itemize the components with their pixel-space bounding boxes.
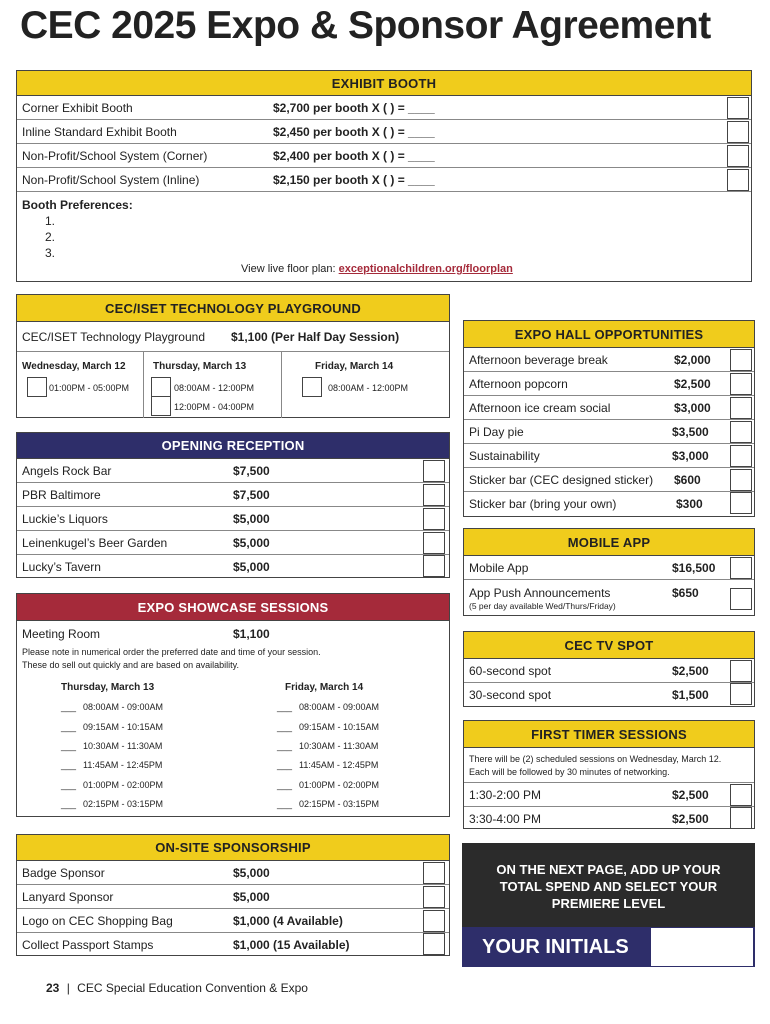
mobile-app-header: MOBILE APP bbox=[464, 529, 754, 556]
tv-spot-label: 30-second spot bbox=[469, 688, 552, 702]
first-timer-price: $2,500 bbox=[672, 812, 709, 826]
initials-input[interactable] bbox=[651, 928, 753, 966]
booth-price: $2,700 per booth X ( ) = ____ bbox=[273, 101, 435, 115]
booth-row bbox=[17, 96, 751, 120]
reception-label: Lucky’s Tavern bbox=[22, 560, 101, 574]
showcase-label: Meeting Room bbox=[22, 627, 101, 641]
reception-checkbox[interactable] bbox=[423, 555, 445, 577]
push-checkbox[interactable] bbox=[730, 588, 752, 610]
showcase-header: EXPO SHOWCASE SESSIONS bbox=[17, 594, 449, 621]
playground-slot-time: 12:00PM - 04:00PM bbox=[174, 402, 255, 412]
session-time: 08:00AM - 09:00AM bbox=[299, 702, 380, 712]
onsite-label: Collect Passport Stamps bbox=[22, 938, 154, 952]
first-timer-header: FIRST TIMER SESSIONS bbox=[464, 721, 754, 748]
expo-hall-checkbox[interactable] bbox=[730, 397, 752, 419]
floorplan-link[interactable]: exceptionalchildren.org/floorplan bbox=[338, 263, 513, 275]
playground-slot-checkbox[interactable] bbox=[151, 377, 171, 397]
reception-section bbox=[16, 432, 450, 578]
booth-price: $2,450 per booth X ( ) = ____ bbox=[273, 125, 435, 139]
expo-hall-label: Sticker bar (bring your own) bbox=[469, 497, 617, 511]
first-timer-note-2: Each will be followed by 30 minutes of networking. bbox=[469, 767, 670, 777]
reception-price: $5,000 bbox=[233, 560, 270, 574]
tv-spot-row bbox=[464, 683, 754, 707]
onsite-price: $1,000 (15 Available) bbox=[233, 938, 350, 952]
reception-row bbox=[17, 483, 449, 507]
first-timer-price: $2,500 bbox=[672, 788, 709, 802]
playground-row bbox=[17, 322, 449, 352]
first-timer-checkbox[interactable] bbox=[730, 807, 752, 829]
reception-checkbox[interactable] bbox=[423, 508, 445, 530]
mobile-app-section bbox=[463, 528, 755, 616]
session-time: 08:00AM - 09:00AM bbox=[83, 702, 164, 712]
session-blank[interactable]: ___ bbox=[61, 760, 77, 770]
booth-pref-3[interactable]: 3. bbox=[45, 246, 56, 260]
expo-hall-price: $2,500 bbox=[674, 377, 711, 391]
expo-hall-checkbox[interactable] bbox=[730, 492, 752, 514]
booth-checkbox[interactable] bbox=[727, 169, 749, 191]
reception-row bbox=[17, 531, 449, 555]
tv-spot-row bbox=[464, 659, 754, 683]
session-blank[interactable]: ___ bbox=[61, 780, 77, 790]
first-timer-note-1: There will be (2) scheduled sessions on Wednesday, March 12. bbox=[469, 754, 722, 764]
session-blank[interactable]: ___ bbox=[277, 741, 293, 751]
onsite-price: $5,000 bbox=[233, 866, 270, 880]
expo-hall-section bbox=[463, 320, 755, 517]
booth-checkbox[interactable] bbox=[727, 145, 749, 167]
reception-price: $7,500 bbox=[233, 488, 270, 502]
onsite-label: Lanyard Sponsor bbox=[22, 890, 114, 904]
playground-slot-checkbox[interactable] bbox=[27, 377, 47, 397]
mobile-app-price: $16,500 bbox=[672, 561, 716, 575]
booth-label: Inline Standard Exhibit Booth bbox=[22, 125, 177, 139]
session-blank[interactable]: ___ bbox=[61, 722, 77, 732]
showcase-fri-label: Friday, March 14 bbox=[285, 682, 364, 693]
session-time: 09:15AM - 10:15AM bbox=[83, 722, 164, 732]
next-page-line-1: ON THE NEXT PAGE, ADD UP YOUR bbox=[496, 862, 721, 877]
showcase-note-1: Please note in numerical order the preferred date and time of your session. bbox=[22, 647, 321, 657]
session-time: 11:45AM - 12:45PM bbox=[299, 760, 379, 770]
showcase-thu-label: Thursday, March 13 bbox=[61, 682, 155, 693]
onsite-row bbox=[17, 885, 449, 909]
booth-preferences-label: Booth Preferences: bbox=[22, 198, 133, 212]
expo-hall-label: Afternoon beverage break bbox=[469, 353, 608, 367]
first-timer-row bbox=[464, 783, 754, 807]
expo-hall-checkbox[interactable] bbox=[730, 349, 752, 371]
booth-pref-1[interactable]: 1. bbox=[45, 214, 56, 228]
onsite-row bbox=[17, 909, 449, 933]
first-timer-label: 1:30-2:00 PM bbox=[469, 788, 542, 802]
booth-pref-2[interactable]: 2. bbox=[45, 230, 56, 244]
booth-label: Corner Exhibit Booth bbox=[22, 101, 133, 115]
reception-header: OPENING RECEPTION bbox=[17, 433, 449, 459]
booth-label: Non-Profit/School System (Corner) bbox=[22, 149, 208, 163]
reception-row bbox=[17, 459, 449, 483]
next-page-callout bbox=[462, 843, 755, 927]
playground-slot-time: 08:00AM - 12:00PM bbox=[328, 383, 409, 393]
showcase-price: $1,100 bbox=[233, 627, 270, 641]
onsite-price: $5,000 bbox=[233, 890, 270, 904]
onsite-row bbox=[17, 933, 449, 957]
session-time: 02:15PM - 03:15PM bbox=[299, 799, 380, 809]
onsite-label: Badge Sponsor bbox=[22, 866, 105, 880]
tv-spot-label: 60-second spot bbox=[469, 664, 552, 678]
playground-day-wed: Wednesday, March 12 bbox=[22, 361, 126, 372]
reception-label: Leinenkugel’s Beer Garden bbox=[22, 536, 168, 550]
session-time: 01:00PM - 02:00PM bbox=[299, 780, 380, 790]
reception-label: Angels Rock Bar bbox=[22, 464, 112, 478]
reception-checkbox[interactable] bbox=[423, 460, 445, 482]
expo-hall-header: EXPO HALL OPPORTUNITIES bbox=[464, 321, 754, 348]
onsite-checkbox[interactable] bbox=[423, 933, 445, 955]
push-price: $650 bbox=[672, 586, 699, 600]
session-blank[interactable]: ___ bbox=[277, 760, 293, 770]
expo-hall-row bbox=[464, 348, 754, 372]
playground-label: CEC/ISET Technology Playground bbox=[22, 330, 205, 344]
mobile-app-row bbox=[464, 556, 754, 580]
playground-col-divider bbox=[281, 352, 282, 418]
expo-hall-price: $3,000 bbox=[672, 449, 709, 463]
expo-hall-label: Sustainability bbox=[469, 449, 540, 463]
booth-checkbox[interactable] bbox=[727, 121, 749, 143]
reception-checkbox[interactable] bbox=[423, 484, 445, 506]
expo-hall-row bbox=[464, 396, 754, 420]
footer-separator: | bbox=[66, 981, 70, 995]
mobile-app-checkbox[interactable] bbox=[730, 557, 752, 579]
page-title: CEC 2025 Expo & Sponsor Agreement bbox=[20, 4, 711, 47]
push-note: (5 per day available Wed/Thurs/Friday) bbox=[469, 601, 616, 611]
floorplan-text: View live floor plan: bbox=[241, 263, 336, 275]
booth-checkbox[interactable] bbox=[727, 97, 749, 119]
first-timer-section bbox=[463, 720, 755, 829]
session-time: 01:00PM - 02:00PM bbox=[83, 780, 164, 790]
reception-price: $5,000 bbox=[233, 512, 270, 526]
onsite-checkbox[interactable] bbox=[423, 862, 445, 884]
tv-spot-checkbox[interactable] bbox=[730, 660, 752, 682]
reception-price: $7,500 bbox=[233, 464, 270, 478]
expo-hall-row bbox=[464, 444, 754, 468]
showcase-section bbox=[16, 593, 450, 817]
playground-slot-time: 08:00AM - 12:00PM bbox=[174, 383, 255, 393]
expo-hall-label: Afternoon popcorn bbox=[469, 377, 568, 391]
reception-label: Luckie’s Liquors bbox=[22, 512, 108, 526]
tv-spot-checkbox[interactable] bbox=[730, 683, 752, 705]
page-number: 23 bbox=[46, 981, 60, 995]
onsite-header: ON-SITE SPONSORSHIP bbox=[17, 835, 449, 861]
tv-spot-section bbox=[463, 631, 755, 707]
playground-price: $1,100 (Per Half Day Session) bbox=[231, 330, 400, 344]
expo-hall-label: Afternoon ice cream social bbox=[469, 401, 611, 415]
booth-label: Non-Profit/School System (Inline) bbox=[22, 173, 200, 187]
booth-row bbox=[17, 120, 751, 144]
reception-row bbox=[17, 555, 449, 579]
first-timer-checkbox[interactable] bbox=[730, 784, 752, 806]
session-time: 11:45AM - 12:45PM bbox=[83, 760, 163, 770]
booth-row bbox=[17, 144, 751, 168]
first-timer-label: 3:30-4:00 PM bbox=[469, 812, 542, 826]
tv-spot-price: $2,500 bbox=[672, 664, 709, 678]
session-time: 10:30AM - 11:30AM bbox=[299, 741, 379, 751]
session-time: 02:15PM - 03:15PM bbox=[83, 799, 164, 809]
session-blank[interactable]: ___ bbox=[277, 722, 293, 732]
expo-hall-price: $3,000 bbox=[674, 401, 711, 415]
expo-hall-label: Sticker bar (CEC designed sticker) bbox=[469, 473, 654, 487]
onsite-row bbox=[17, 861, 449, 885]
mobile-app-label: Mobile App bbox=[469, 561, 529, 575]
playground-slot-checkbox[interactable] bbox=[151, 396, 171, 416]
floorplan-line bbox=[241, 263, 513, 275]
session-blank[interactable]: ___ bbox=[277, 702, 293, 712]
next-page-line-3: PREMIERE LEVEL bbox=[551, 896, 666, 911]
initials-box bbox=[462, 927, 755, 967]
session-blank[interactable]: ___ bbox=[277, 780, 293, 790]
onsite-price: $1,000 (4 Available) bbox=[233, 914, 343, 928]
expo-hall-label: Pi Day pie bbox=[469, 425, 524, 439]
first-timer-row bbox=[464, 807, 754, 831]
expo-hall-row bbox=[464, 372, 754, 396]
showcase-note-2: These do sell out quickly and are based on availability. bbox=[22, 660, 239, 670]
exhibit-booth-section bbox=[16, 70, 752, 282]
session-time: 09:15AM - 10:15AM bbox=[299, 722, 380, 732]
session-blank[interactable]: ___ bbox=[61, 799, 77, 809]
playground-header: CEC/ISET TECHNOLOGY PLAYGROUND bbox=[17, 295, 449, 322]
session-blank[interactable]: ___ bbox=[61, 702, 77, 712]
session-blank[interactable]: ___ bbox=[61, 741, 77, 751]
reception-label: PBR Baltimore bbox=[22, 488, 101, 502]
playground-day-thu: Thursday, March 13 bbox=[153, 361, 247, 372]
onsite-label: Logo on CEC Shopping Bag bbox=[22, 914, 173, 928]
reception-price: $5,000 bbox=[233, 536, 270, 550]
expo-hall-checkbox[interactable] bbox=[730, 421, 752, 443]
reception-row bbox=[17, 507, 449, 531]
expo-hall-checkbox[interactable] bbox=[730, 445, 752, 467]
initials-label: YOUR INITIALS bbox=[482, 936, 629, 958]
footer bbox=[46, 981, 308, 995]
playground-day-fri: Friday, March 14 bbox=[315, 361, 394, 372]
onsite-checkbox[interactable] bbox=[423, 886, 445, 908]
expo-hall-row bbox=[464, 420, 754, 444]
booth-price: $2,150 per booth X ( ) = ____ bbox=[273, 173, 435, 187]
booth-row bbox=[17, 168, 751, 192]
playground-slot-checkbox[interactable] bbox=[302, 377, 322, 397]
tv-spot-header: CEC TV SPOT bbox=[464, 632, 754, 659]
tv-spot-price: $1,500 bbox=[672, 688, 709, 702]
expo-hall-row bbox=[464, 468, 754, 492]
expo-hall-price: $3,500 bbox=[672, 425, 709, 439]
expo-hall-checkbox[interactable] bbox=[730, 373, 752, 395]
playground-col-divider bbox=[143, 352, 144, 418]
onsite-checkbox[interactable] bbox=[423, 910, 445, 932]
expo-hall-price: $2,000 bbox=[674, 353, 711, 367]
session-time: 10:30AM - 11:30AM bbox=[83, 741, 163, 751]
exhibit-booth-header: EXHIBIT BOOTH bbox=[17, 71, 751, 96]
expo-hall-checkbox[interactable] bbox=[730, 469, 752, 491]
booth-price: $2,400 per booth X ( ) = ____ bbox=[273, 149, 435, 163]
expo-hall-price: $600 bbox=[674, 473, 701, 487]
next-page-line-2: TOTAL SPEND AND SELECT YOUR bbox=[499, 879, 718, 894]
push-label: App Push Announcements bbox=[469, 586, 611, 600]
onsite-section bbox=[16, 834, 450, 956]
session-blank[interactable]: ___ bbox=[277, 799, 293, 809]
expo-hall-row bbox=[464, 492, 754, 516]
playground-section bbox=[16, 294, 450, 418]
expo-hall-price: $300 bbox=[676, 497, 703, 511]
footer-text: CEC Special Education Convention & Expo bbox=[77, 981, 308, 995]
playground-slot-time: 01:00PM - 05:00PM bbox=[49, 383, 130, 393]
reception-checkbox[interactable] bbox=[423, 532, 445, 554]
